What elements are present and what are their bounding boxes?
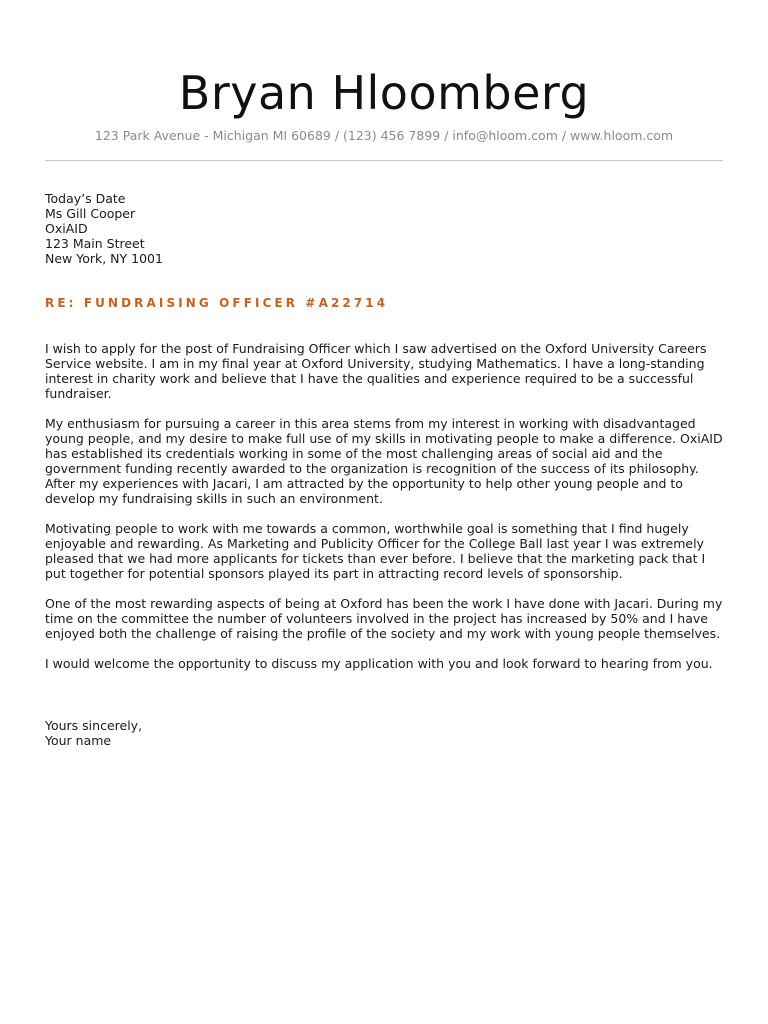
recipient-city: New York, NY 1001 [45, 251, 163, 266]
body-paragraph: My enthusiasm for pursuing a career in this area stems from my interest in working with disadvantaged young people, and my desire to make full use of my skills in motivating people to make a difference. OxiAID has established its credentials working in some of the most challenging areas of social aid and the government funding recently awarded to the organization is recognition of the success of its philosophy. After my experiences with Jacari, I am attracted by the opportunity to help other young people and to develop my fundraising skills in such an environment. [45, 416, 723, 506]
header-divider [45, 160, 723, 161]
body-paragraph: I would welcome the opportunity to discuss my application with you and look forward to hearing from you. [45, 656, 713, 671]
body-paragraph: Motivating people to work with me towards a common, worthwhile goal is something that I find hugely enjoyable and rewarding. As Marketing and Publicity Officer for the College Ball last year I was extremely pleased that we had more applicants for tickets than ever before. I believe that the marketing pack that I put together for potential sponsors played its part in attracting record levels of sponsorship. [45, 521, 706, 581]
closing-salutation: Yours sincerely, [45, 718, 143, 733]
recipient-street: 123 Main Street [45, 236, 145, 251]
subject-line: RE: FUNDRAISING OFFICER #A22714 [45, 296, 389, 310]
letter-closing [45, 718, 142, 748]
letter-body [45, 341, 723, 686]
closing-signature: Your name [45, 733, 112, 748]
recipient-address-block [45, 191, 163, 266]
sender-contact-line: 123 Park Avenue - Michigan MI 60689 / (123) 456 7899 / info@hloom.com / www.hloom.com [94, 128, 674, 143]
body-paragraph: One of the most rewarding aspects of being at Oxford has been the work I have done with Jacari. During my time on the committee the number of volunteers involved in the project has increased by 50% and I have enjoyed both the challenge of raising the profile of the society and my work with young people themselves. [45, 596, 723, 641]
body-paragraph: I wish to apply for the post of Fundraising Officer which I saw advertised on the Oxford University Careers Service website. I am in my final year at Oxford University, studying Mathematics. I have a long-standing interest in charity work and believe that I have the qualities and experience required to be a successful fundraiser. [45, 341, 707, 401]
recipient-organization: OxiAID [45, 221, 88, 236]
sender-name: Bryan Hloomberg [178, 66, 590, 120]
letter-date: Today’s Date [45, 191, 126, 206]
recipient-name: Ms Gill Cooper [45, 206, 136, 221]
